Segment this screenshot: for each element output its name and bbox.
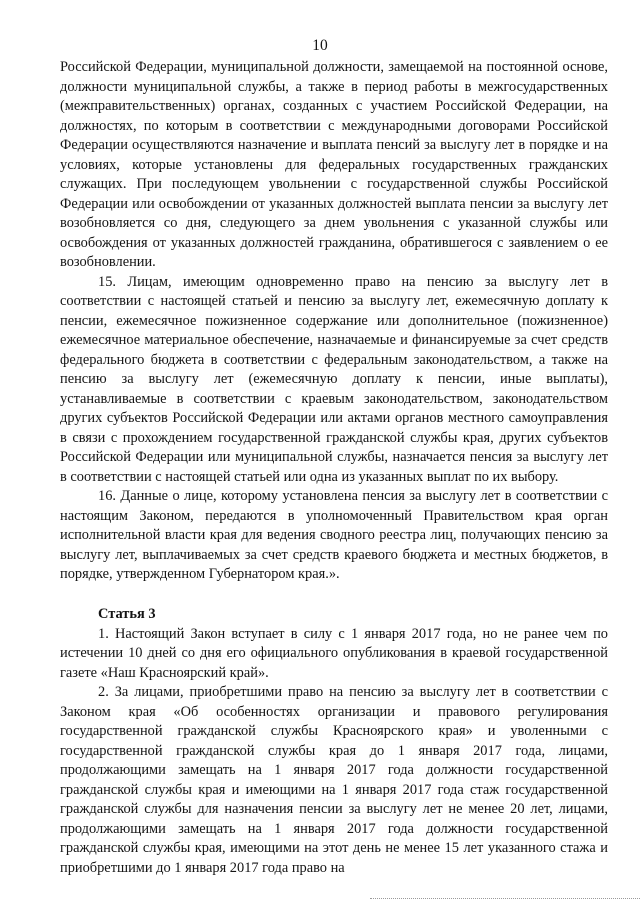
- scan-artifact-line: [370, 898, 640, 899]
- article-3-heading: Статья 3: [98, 606, 156, 622]
- article-3-paragraph-1: 1. Настоящий Закон вступает в силу с 1 января 2017 года, но не ранее чем по истечении 10 дней со дня его официального опубликования в краевой государственной газете «Наш Красноярский край».: [60, 625, 608, 681]
- paragraph-continuation: Российской Федерации, муниципальной должности, замещаемой на постоянной основе, должности муниципальной службы, а также в период работы в межгосударственных (межправительственных) органах, созданных с участием Российской Федерации, на должностях, по которым в соответствии с международными договорами Российской Федерации осуществляются назначение и выплата пенсий за выслугу лет в порядке и на условиях, которые установлены для федеральных государственных гражданских служащих. При последующем увольнении с государственной службы Российской Федерации или освобождении от указанных должностей выплата пенсии за выслугу лет возобновляется со дня, следующего за днем увольнения с указанной службы или освобождения от указанных должностей гражданина, обратившегося с заявлением о ее возобновлении.: [60, 59, 608, 270]
- paragraph-16: 16. Данные о лице, которому установлена пенсия за выслугу лет в соответствии с настоящим Законом, передаются в уполномоченный Правительством края орган исполнительной власти края для ведения сводного реестра лиц, получающих пенсию за выслугу лет, выплачиваемых за счет средств краевого бюджета и местных бюджетов, в порядке, утвержденном Губернатором края.».: [60, 488, 608, 582]
- article-3-paragraph-2: 2. За лицами, приобретшими право на пенсию за выслугу лет в соответствии с Законом края «Об особенностях организации и правового регулирования государственной гражданской службы Красноярского края» и уволенными с государственной гражданской службы края до 1 января 2017 года, лицами, продолжающими замещать на 1 января 2017 года должности государственной гражданской службы края и имеющими на 1 января 2017 года стаж государственной гражданской службы для назначения пенсии за выслугу лет не менее 20 лет, лицами, продолжающими замещать на 1 января 2017 года должности государственной гражданской службы края, имеющими на этот день не менее 15 лет указанного стажа и приобретшими до 1 января 2017 года право на: [60, 684, 608, 876]
- paragraph-15: 15. Лицам, имеющим одновременно право на пенсию за выслугу лет в соответствии с настоящей статьей и пенсию за выслугу лет, ежемесячную доплату к пенсии, ежемесячное пожизненное содержание или дополнительное (пожизненное) ежемесячное материальное обеспечение, назначаемые и финансируемые за счет средств федерального бюджета в соответствии с федеральным законодательством, а также на пенсию за выслугу лет (ежемесячную доплату к пенсии, иные выплаты), устанавливаемые в соответствии с краевым законодательством, законодательством других субъектов Российской Федерации или актами органов местного самоуправления в связи с прохождением государственной гражданской службы края, других субъектов Российской Федерации или муниципальной службы, назначается пенсия за выслугу лет в соответствии с настоящей статьей или одна из указанных выплат по их выбору.: [60, 273, 608, 485]
- page-number: 10: [312, 37, 328, 54]
- article-3: [60, 605, 608, 878]
- article-2-continuation: [60, 58, 608, 585]
